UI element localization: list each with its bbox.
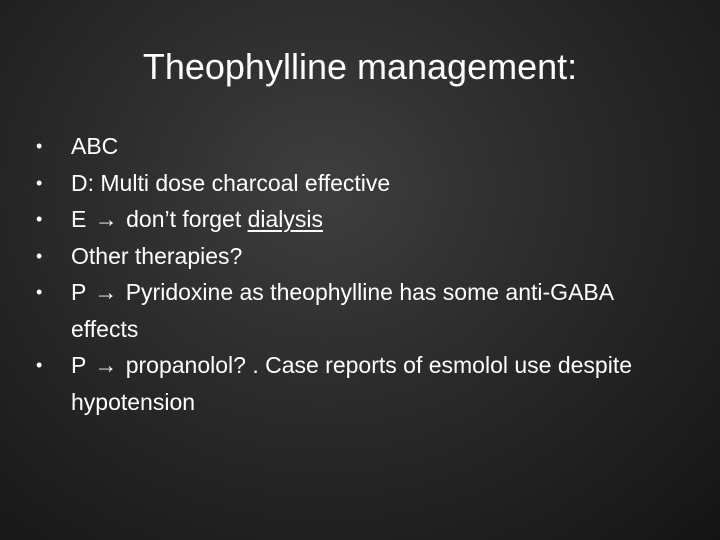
arrow-right-icon: → — [94, 206, 118, 232]
bullet-item-charcoal — [36, 165, 686, 202]
dialysis-link[interactable]: dialysis — [247, 206, 324, 232]
bullet-list — [36, 128, 686, 420]
arrow-right-icon: → — [94, 279, 118, 305]
bullet-icon: • — [36, 172, 43, 193]
bullet-item-dialysis — [36, 201, 686, 238]
bullet-item-abc — [36, 128, 686, 165]
bullet-text: Pyridoxine as theophylline has some anti-GABA effects — [71, 279, 613, 342]
bullet-item-pyridoxine — [36, 274, 686, 347]
arrow-right-icon: → — [94, 352, 118, 378]
slide-title: Theophylline management: — [142, 46, 578, 87]
bullet-prefix: E — [71, 206, 87, 232]
bullet-text: propanolol? . Case reports of esmolol use despite hypotension — [71, 352, 633, 415]
bullet-icon: • — [36, 245, 43, 266]
bullet-text: Other therapies? — [71, 242, 243, 269]
bullet-prefix: P — [71, 279, 86, 305]
bullet-icon: • — [36, 209, 43, 229]
bullet-icon: • — [36, 355, 43, 375]
bullet-item-propanolol — [36, 347, 686, 420]
bullet-item-other-therapies — [36, 238, 686, 275]
bullet-text: D: Multi dose charcoal effective — [71, 169, 391, 196]
bullet-icon: • — [36, 282, 43, 302]
bullet-icon: • — [36, 136, 43, 156]
bullet-prefix: P — [71, 352, 86, 378]
bullet-text: ABC — [71, 133, 119, 159]
bullet-text: don’t forget — [119, 206, 248, 232]
